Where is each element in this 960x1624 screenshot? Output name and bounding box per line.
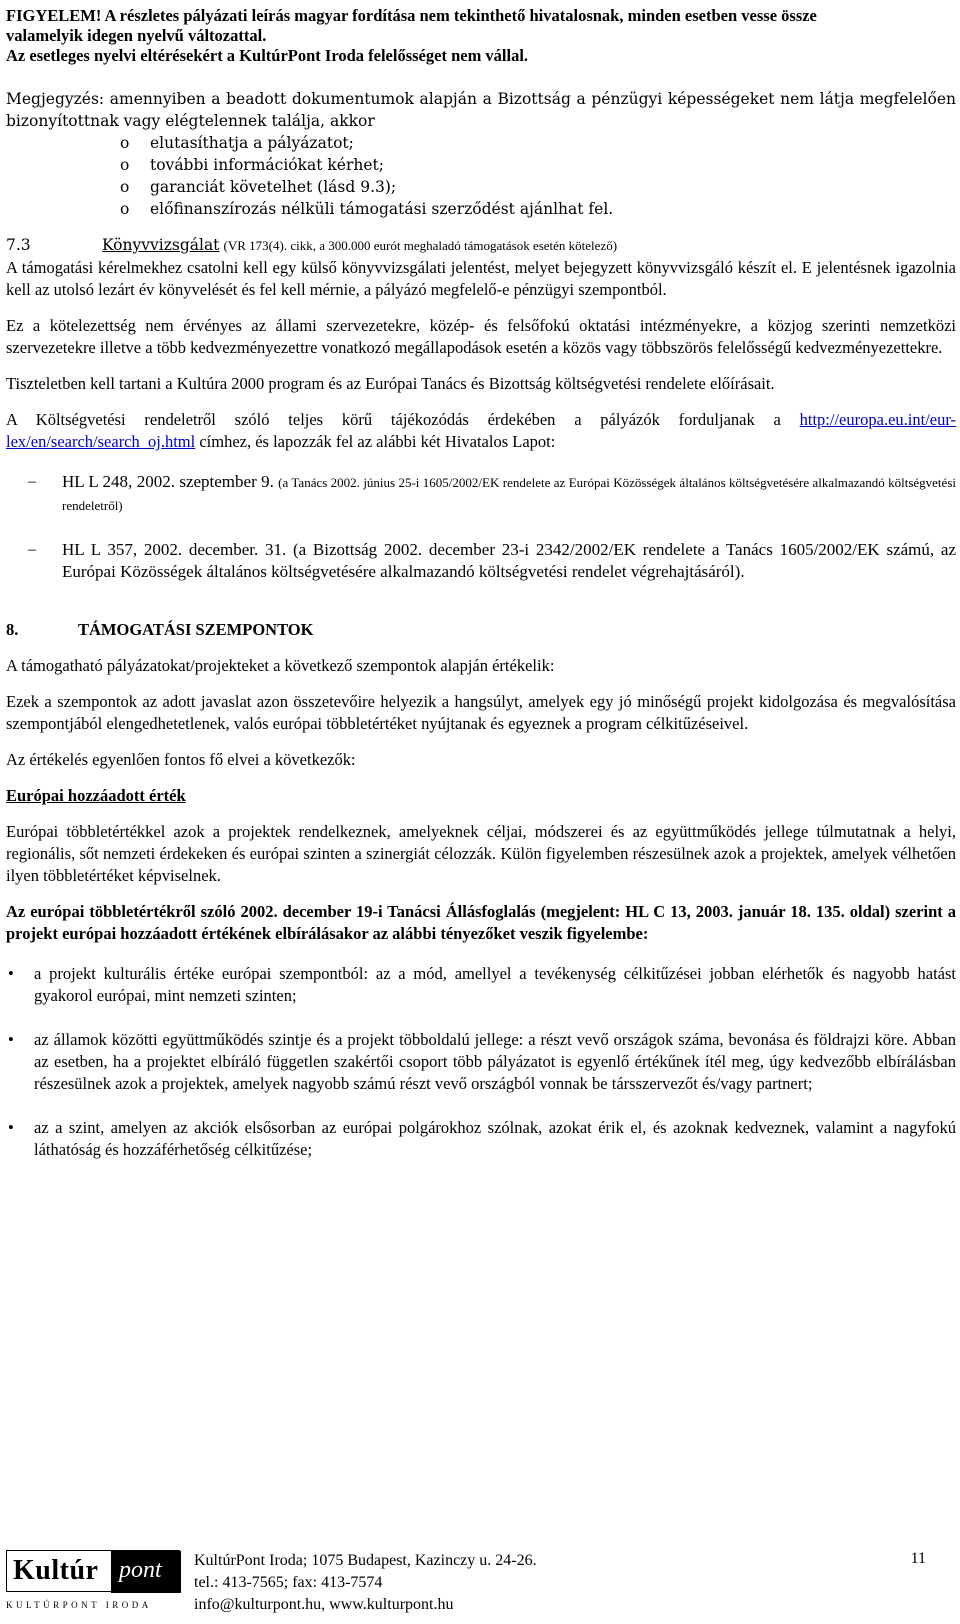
- list-item: [6, 176, 956, 198]
- oj-title: HL L 248, 2002. szeptember 9.: [62, 472, 274, 491]
- section-number: 7.3: [6, 236, 31, 254]
- notice-line-3: Az esetleges nyelvi eltérésekért a KultúrPont Iroda felelősséget nem vállal.: [6, 46, 529, 65]
- list-item-text: garanciát követelhet (lásd 9.3);: [150, 178, 397, 196]
- bullet-text: az a szint, amelyen az akciók elsősorban az európai polgárokhoz szólnak, azokat érik el, és azoknak kedveznek, valamint a nagyfokú láthatóság és hozzáférhetőség célkitűzése;: [34, 1118, 956, 1159]
- paragraph: Ezek a szempontok az adott javaslat azon összetevőire helyezik a hangsúlyt, amelyek egy jó minőségű projekt kidolgozása és megvalósítása szempontjából elengedhetetlenek, valós európai többletértéket nyújtanak és egyeznek a program célkitűzéseivel.: [6, 692, 956, 733]
- section-7-3-heading: [6, 234, 956, 257]
- note-options-list: [6, 132, 956, 220]
- oj-detail: (a Bizottság 2002. december 23-i 2342/2002/EK rendelete a Tanács 1605/2002/EK számú, az Európai Közösségek általános költségvetésére alkalmazandó költségvetési rendelet végrehajtásáról).: [62, 540, 957, 581]
- bullet-marker: •: [8, 1030, 14, 1049]
- list-item-text: elutasíthatja a pályázatot;: [150, 134, 354, 152]
- logo-box: [6, 1550, 180, 1592]
- section-number: 8.: [6, 620, 19, 639]
- note-paragraph: Megjegyzés: amennyiben a beadott dokumentumok alapján a Bizottság a pénzügyi képességeket nem látja megfelelően bizonyítottnak vagy elégtelennek találja, akkor: [6, 90, 956, 130]
- bullet-item: [6, 1117, 956, 1161]
- paragraph-text: A Költségvetési rendeletről szóló teljes körű tájékozódás érdekében a pályázók forduljanak a: [6, 410, 781, 429]
- list-item-text: további információkat kérhet;: [150, 156, 384, 174]
- list-marker: o: [120, 134, 130, 152]
- logo-subtitle: KULTÚRPONT IRODA: [6, 1600, 152, 1610]
- bullet-item: [6, 963, 956, 1007]
- list-marker: o: [120, 156, 130, 174]
- page-footer: [6, 1550, 956, 1620]
- paragraph: Ez a kötelezettség nem érvényes az állami szervezetekre, közép- és felsőfokú oktatási intézményekre, a közjog szerinti nemzetközi szervezetekre illetve a több kedvezményezettre vonatkozó megállapodások esetén a közös vagy többszörös felelősségű kedvezményezettekre.: [6, 316, 956, 357]
- bullet-marker: •: [8, 964, 14, 983]
- eur-lex-link[interactable]: http://europa.eu.int/eur-lex/en/search/search_oj.html: [6, 410, 957, 451]
- footer-web: info@kulturpont.hu, www.kulturpont.hu: [194, 1596, 454, 1613]
- section-title: TÁMOGATÁSI SZEMPONTOK: [78, 620, 314, 639]
- paragraph: A támogatható pályázatokat/projekteket a következő szempontok alapján értékelik:: [6, 656, 555, 675]
- kulturpont-logo: [6, 1550, 180, 1620]
- official-journal-item: [6, 471, 956, 517]
- list-item-text: előfinanszírozás nélküli támogatási szerződést ajánlhat fel.: [150, 200, 614, 218]
- logo-word-pont: pont: [119, 1557, 162, 1583]
- list-item: [6, 198, 956, 220]
- section-title: Könyvvizsgálat: [102, 236, 220, 254]
- paragraph-with-link: [6, 409, 956, 453]
- page-number: 11: [910, 1550, 926, 1567]
- document-page: [6, 6, 956, 1161]
- bullet-text: a projekt kulturális értéke európai szempontból: az a mód, amellyel a tevékenység célkitűzései jobban elérhetők és nagyobb hatást gyakorol európai, mint nemzeti szinten;: [34, 964, 956, 1005]
- list-marker: o: [120, 178, 130, 196]
- notice-line-2: valamelyik idegen nyelvű változattal.: [6, 26, 267, 45]
- bullet-marker: •: [8, 1118, 14, 1137]
- paragraph-text: címhez, és lapozzák fel az alábbi két Hivatalos Lapot:: [199, 432, 556, 451]
- logo-pont-block: [111, 1551, 181, 1593]
- subheading: Európai hozzáadott érték: [6, 786, 186, 805]
- paragraph: Az értékelés egyenlően fontos fő elvei a következők:: [6, 750, 356, 769]
- section-reference: (VR 173(4). cikk, a 300.000 eurót meghaladó támogatások esetén kötelező): [223, 238, 618, 253]
- paragraph: Európai többletértékkel azok a projektek rendelkeznek, amelyeknek céljai, módszerei és az együttműködés jellege túlmutatnak a helyi, regionális, sőt nemzeti érdekeken és európai szinten a szinergiát célozzák. Külön figyelemben részesülnek azok a projektek, amelyek vélhetően ilyen többletértéket képviselnek.: [6, 822, 956, 885]
- notice-line-1: FIGYELEM! A részletes pályázati leírás magyar fordítása nem tekinthető hivatalosnak, minden esetben vesse össze: [6, 6, 817, 25]
- translation-notice: [6, 6, 956, 66]
- footer-address: KultúrPont Iroda; 1075 Budapest, Kazinczy u. 24-26.: [194, 1552, 537, 1569]
- footer-phone: tel.: 413-7565; fax: 413-7574: [194, 1574, 383, 1591]
- list-marker: o: [120, 200, 130, 218]
- bullet-item: [6, 1029, 956, 1095]
- official-journal-item: [6, 539, 956, 583]
- footer-contact: [194, 1550, 537, 1616]
- paragraph: A támogatási kérelmekhez csatolni kell egy külső könyvvizsgálati jelentést, melyet bejegyzett könyvvizsgáló készít el. E jelentésnek igazolnia kell az utolsó lezárt év könyvelését és fel kell mérnie, a pályázó megfelelő-e pénzügyi szempontból.: [6, 258, 956, 299]
- dash-marker: –: [28, 473, 36, 490]
- section-8-heading: [6, 619, 956, 641]
- dash-marker: –: [28, 541, 36, 558]
- oj-title: HL L 357, 2002. december. 31.: [62, 540, 287, 559]
- logo-word-kultur: Kultúr: [13, 1555, 99, 1586]
- bullet-text: az államok közötti együttműködés szintje és a projekt többoldalú jellege: a részt vevő országok száma, bevonása és földrajzi köre. Abban az esetben, ha a projektet elbíráló független szakértői csoport több pályázatot is egyenlő értékűnek ítél meg, úgy kedvezőbb elbírálásban részesülnek azok a projektek, amelyek nagyobb számú részt vevő országból vonnak be társszervezőt és/vagy partnert;: [34, 1030, 956, 1093]
- list-item: [6, 154, 956, 176]
- list-item: [6, 132, 956, 154]
- oj-detail: (a Tanács 2002. június 25-i 1605/2002/EK rendelete az Európai Közösségek általános költségvetésére alkalmazandó költségvetési rendeletről): [62, 475, 956, 513]
- paragraph: Tiszteletben kell tartani a Kultúra 2000 program és az Európai Tanács és Bizottság költségvetési rendelete előírásait.: [6, 374, 775, 393]
- paragraph: Az európai többletértékről szóló 2002. december 19-i Tanácsi Állásfoglalás (megjelent: HL C 13, 2003. január 18. 135. oldal) szerint a projekt európai hozzáadott értékének elbírálásakor az alábbi tényezőket veszik figyelembe:: [6, 902, 956, 943]
